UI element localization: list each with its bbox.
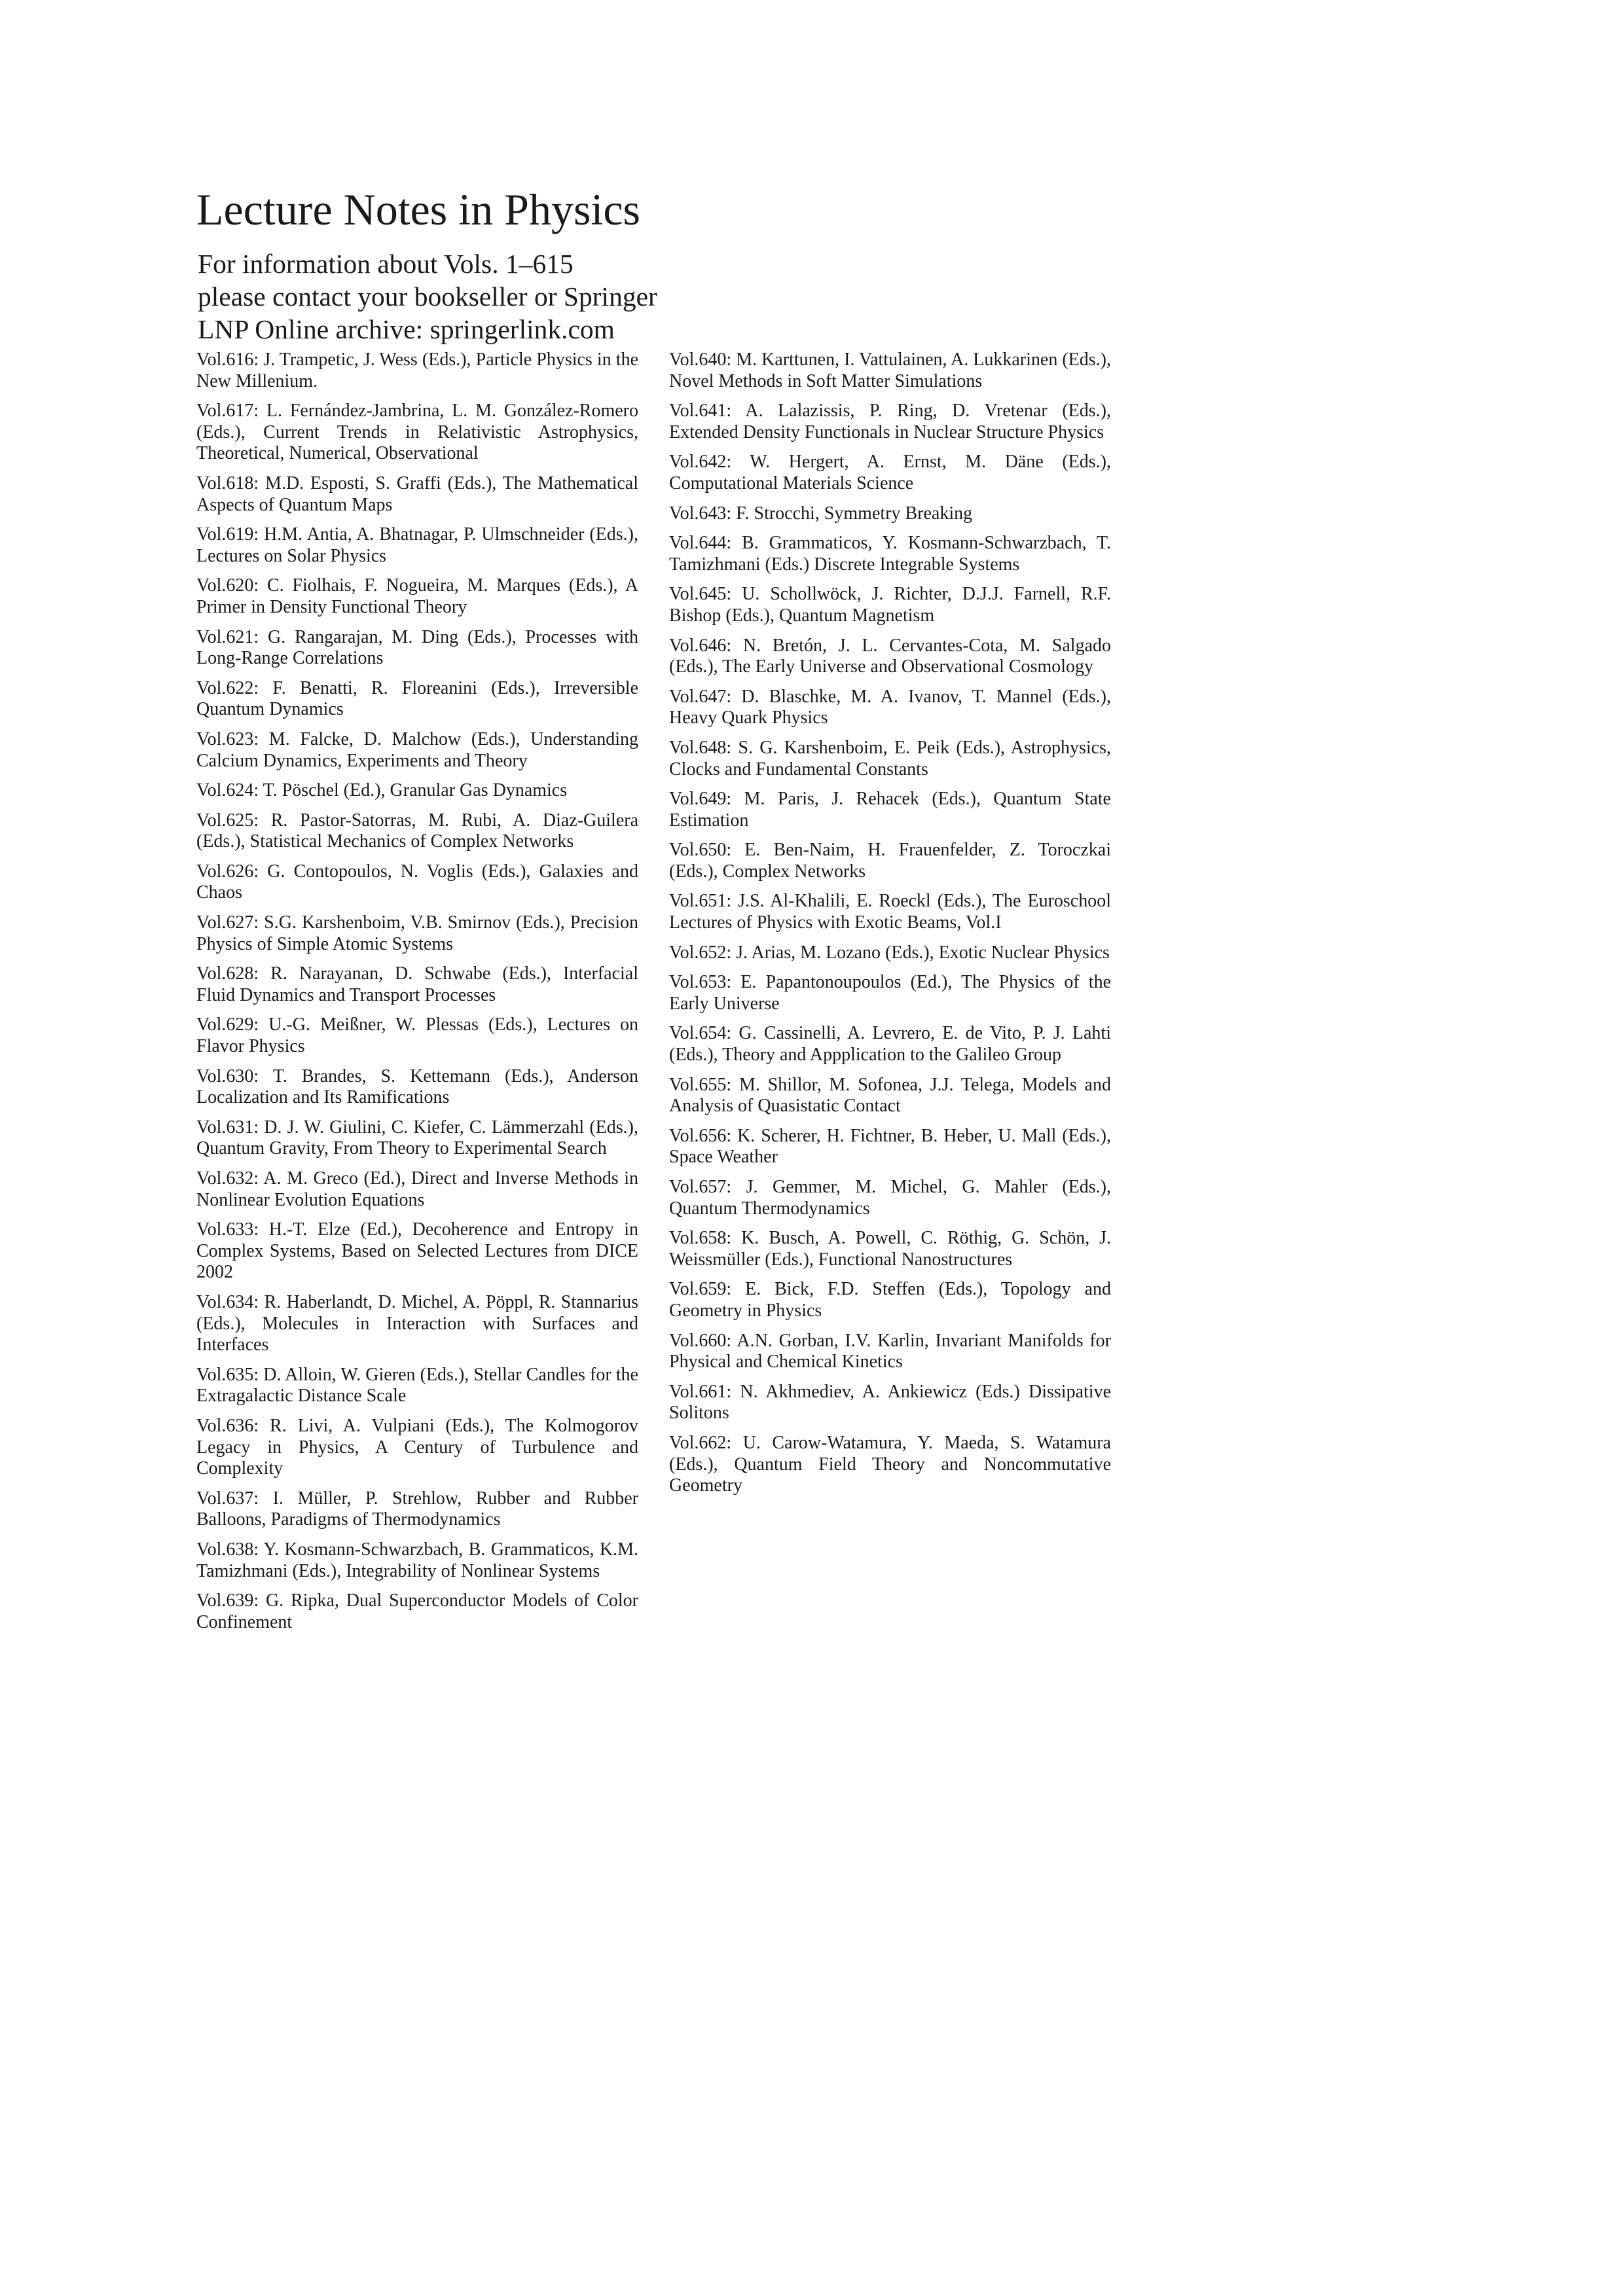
volume-entry: Vol.630: T. Brandes, S. Kettemann (Eds.), Anderson Localization and Its Ramifications [196,1066,638,1108]
volume-list-left-column [196,350,638,1641]
volume-entry: Vol.662: U. Carow-Watamura, Y. Maeda, S. Watamura (Eds.), Quantum Field Theory and Noncommutative Geometry [669,1432,1111,1496]
volume-entry: Vol.651: J.S. Al-Khalili, E. Roeckl (Eds.), The Euroschool Lectures of Physics with Exotic Beams, Vol.I [669,891,1111,933]
volume-entry: Vol.616: J. Trampetic, J. Wess (Eds.), Particle Physics in the New Millenium. [196,350,638,391]
volume-entry: Vol.626: G. Contopoulos, N. Voglis (Eds.), Galaxies and Chaos [196,861,638,903]
volume-entry: Vol.639: G. Ripka, Dual Superconductor Models of Color Confinement [196,1590,638,1632]
volume-entry: Vol.617: L. Fernández-Jambrina, L. M. González-Romero (Eds.), Current Trends in Relativistic Astrophysics, Theoretical, Numerical, Observational [196,401,638,464]
volume-entry: Vol.647: D. Blaschke, M. A. Ivanov, T. Mannel (Eds.), Heavy Quark Physics [669,686,1111,728]
volume-entry: Vol.622: F. Benatti, R. Floreanini (Eds.), Irreversible Quantum Dynamics [196,677,638,720]
volume-entry: Vol.644: B. Grammaticos, Y. Kosmann-Schwarzbach, T. Tamizhmani (Eds.) Discrete Integrable Systems [669,533,1111,575]
volume-entry: Vol.621: G. Rangarajan, M. Ding (Eds.), Processes with Long-Range Correlations [196,626,638,669]
info-line: please contact your bookseller or Springer [198,281,657,312]
volume-entry: Vol.658: K. Busch, A. Powell, C. Röthig, G. Schön, J. Weissmüller (Eds.), Functional Nanostructures [669,1228,1111,1270]
volume-entry: Vol.653: E. Papantonoupoulos (Ed.), The Physics of the Early Universe [669,972,1111,1014]
volume-entry: Vol.627: S.G. Karshenboim, V.B. Smirnov (Eds.), Precision Physics of Simple Atomic Systems [196,912,638,954]
volume-entry: Vol.642: W. Hergert, A. Ernst, M. Däne (Eds.), Computational Materials Science [669,452,1111,493]
volume-entry: Vol.640: M. Karttunen, I. Vattulainen, A. Lukkarinen (Eds.), Novel Methods in Soft Matter Simulations [669,350,1111,391]
volume-entry: Vol.655: M. Shillor, M. Sofonea, J.J. Telega, Models and Analysis of Quasistatic Contact [669,1074,1111,1117]
info-line: For information about Vols. 1–615 [198,249,574,279]
volume-entry: Vol.641: A. Lalazissis, P. Ring, D. Vretenar (Eds.), Extended Density Functionals in Nuclear Structure Physics [669,401,1111,442]
volume-entry: Vol.629: U.-G. Meißner, W. Plessas (Eds.), Lectures on Flavor Physics [196,1014,638,1057]
volume-entry: Vol.661: N. Akhmediev, A. Ankiewicz (Eds.) Dissipative Solitons [669,1381,1111,1424]
volume-entry: Vol.646: N. Bretón, J. L. Cervantes-Cota, M. Salgado (Eds.), The Early Universe and Observational Cosmology [669,635,1111,677]
volume-entry: Vol.637: I. Müller, P. Strehlow, Rubber and Rubber Balloons, Paradigms of Thermodynamics [196,1488,638,1530]
volume-entry: Vol.645: U. Schollwöck, J. Richter, D.J.J. Farnell, R.F. Bishop (Eds.), Quantum Magnetism [669,584,1111,626]
volume-entry: Vol.638: Y. Kosmann-Schwarzbach, B. Grammaticos, K.M. Tamizhmani (Eds.), Integrability of Nonlinear Systems [196,1539,638,1581]
volume-entry: Vol.652: J. Arias, M. Lozano (Eds.), Exotic Nuclear Physics [669,942,1110,963]
volume-entry: Vol.633: H.-T. Elze (Ed.), Decoherence and Entropy in Complex Systems, Based on Selected Lectures from DICE 2002 [196,1219,638,1283]
volume-entry: Vol.620: C. Fiolhais, F. Nogueira, M. Marques (Eds.), A Primer in Density Functional Theory [196,575,638,617]
volume-entry: Vol.634: R. Haberlandt, D. Michel, A. Pöppl, R. Stannarius (Eds.), Molecules in Interaction with Surfaces and Interfaces [196,1291,638,1355]
page-title: Lecture Notes in Physics [196,185,640,234]
volume-entry: Vol.635: D. Alloin, W. Gieren (Eds.), Stellar Candles for the Extragalactic Distance Scale [196,1364,638,1407]
volume-entry: Vol.649: M. Paris, J. Rehacek (Eds.), Quantum State Estimation [669,789,1111,831]
volume-entry: Vol.654: G. Cassinelli, A. Levrero, E. de Vito, P. J. Lahti (Eds.), Theory and Appplication to the Galileo Group [669,1023,1111,1066]
volume-entry: Vol.659: E. Bick, F.D. Steffen (Eds.), Topology and Geometry in Physics [669,1279,1111,1321]
volume-entry: Vol.631: D. J. W. Giulini, C. Kiefer, C. Lämmerzahl (Eds.), Quantum Gravity, From Theory to Experimental Search [196,1117,638,1159]
volume-entry: Vol.619: H.M. Antia, A. Bhatnagar, P. Ulmschneider (Eds.), Lectures on Solar Physics [196,524,638,566]
volume-entry: Vol.660: A.N. Gorban, I.V. Karlin, Invariant Manifolds for Physical and Chemical Kinetics [669,1330,1111,1372]
volume-entry: Vol.623: M. Falcke, D. Malchow (Eds.), Understanding Calcium Dynamics, Experiments and Theory [196,728,638,771]
volume-entry: Vol.648: S. G. Karshenboim, E. Peik (Eds.), Astrophysics, Clocks and Fundamental Constants [669,737,1111,780]
volume-entry: Vol.636: R. Livi, A. Vulpiani (Eds.), The Kolmogorov Legacy in Physics, A Century of Turbulence and Complexity [196,1415,638,1479]
volume-entry: Vol.643: F. Strocchi, Symmetry Breaking [669,503,973,524]
volume-entry: Vol.650: E. Ben-Naim, H. Frauenfelder, Z. Toroczkai (Eds.), Complex Networks [669,840,1111,882]
volume-entry: Vol.625: R. Pastor-Satorras, M. Rubi, A. Diaz-Guilera (Eds.), Statistical Mechanics of Complex Networks [196,810,638,852]
volume-entry: Vol.618: M.D. Esposti, S. Graffi (Eds.), The Mathematical Aspects of Quantum Maps [196,473,638,515]
volume-entry: Vol.632: A. M. Greco (Ed.), Direct and Inverse Methods in Nonlinear Evolution Equations [196,1168,638,1210]
volume-entry: Vol.628: R. Narayanan, D. Schwabe (Eds.), Interfacial Fluid Dynamics and Transport Processes [196,963,638,1005]
volume-entry: Vol.656: K. Scherer, H. Fichtner, B. Heber, U. Mall (Eds.), Space Weather [669,1125,1111,1168]
volume-entry: Vol.624: T. Pöschel (Ed.), Granular Gas Dynamics [196,780,568,801]
volume-list-right-column [669,350,1111,1505]
info-line: LNP Online archive: springerlink.com [198,314,615,344]
volume-entry: Vol.657: J. Gemmer, M. Michel, G. Mahler (Eds.), Quantum Thermodynamics [669,1177,1111,1219]
info-block [198,247,657,346]
